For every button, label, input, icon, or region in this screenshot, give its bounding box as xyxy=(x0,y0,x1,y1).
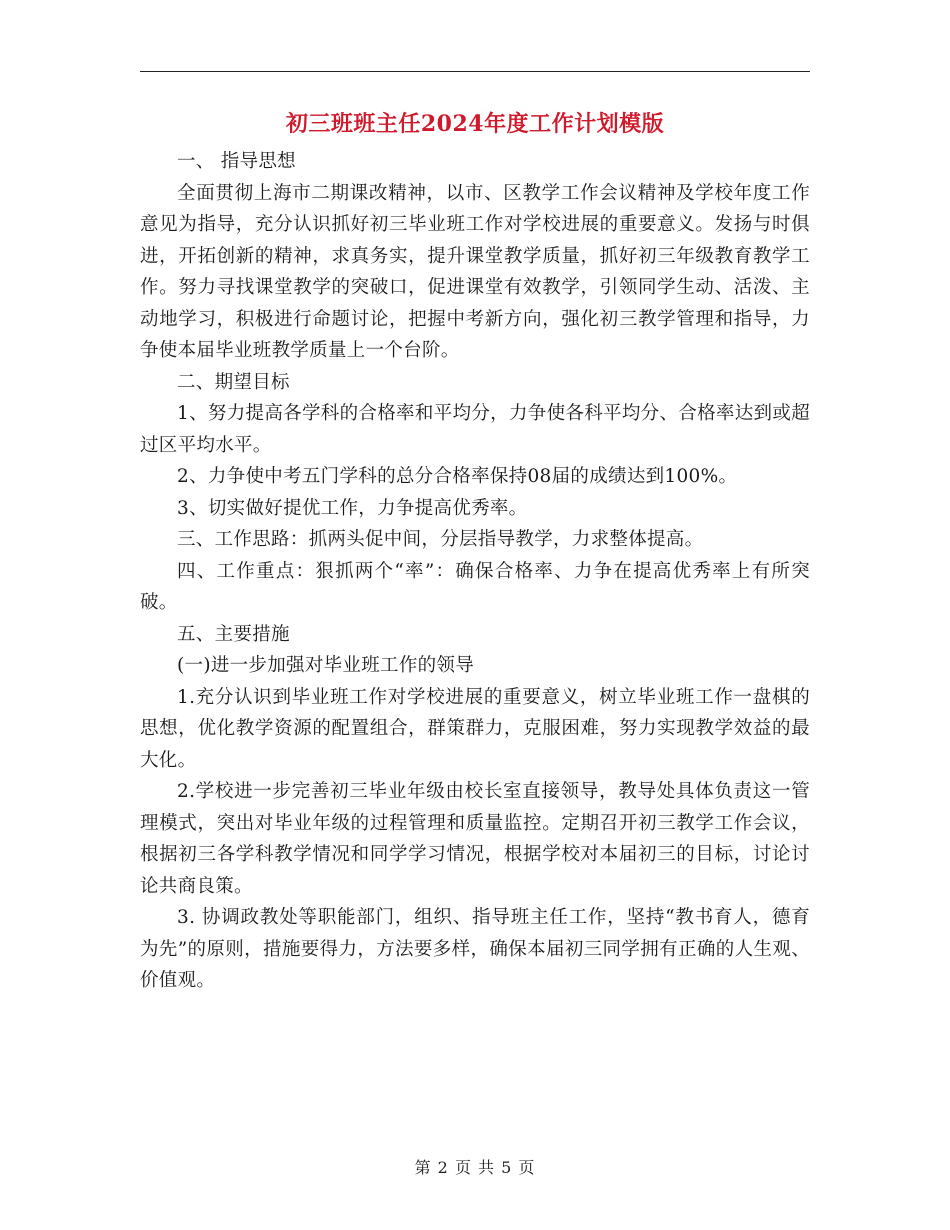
section-heading: 一、 指导思想 xyxy=(177,151,296,172)
paragraph: 2、力争使中考五门学科的总分合格率保持08届的成绩达到100%。 xyxy=(177,466,738,487)
header-rule xyxy=(140,71,810,72)
paragraph: 四、工作重点：狠抓两个“率”：确保合格率、力争在提高优秀率上有所突破。 xyxy=(140,560,810,613)
page-footer: 第 2 页 共 5 页 xyxy=(414,1158,536,1177)
paragraph: 全面贯彻上海市二期课改精神，以市、区教学工作会议精神及学校年度工作意见为指导，充分认识抓好初三毕业班工作对学校进展的重要意义。发扬与时俱进，开拓创新的精神，求真务实，提升课堂教学质量，抓好初三年级教育教学工作。努力寻找课堂教学的突破口，促进课堂有效教学，引领同学生动、活泼、主动地学习，积极进行命题讨论，把握中考新方向，强化初三教学管理和指导，力争使本届毕业班教学质量上一个台阶。 xyxy=(140,182,810,361)
paragraph: 3、切实做好提优工作，力争提高优秀率。 xyxy=(177,497,528,519)
paragraph: 1、努力提高各学科的合格率和平均分，力争使各科平均分、合格率达到或超过区平均水平。 xyxy=(140,403,810,456)
paragraph: 1.充分认识到毕业班工作对学校进展的重要意义，树立毕业班工作一盘棋的思想，优化教学资源的配置组合，群策群力，克服困难，努力实现教学效益的最大化。 xyxy=(140,686,810,771)
section-heading: 五、主要措施 xyxy=(177,623,290,645)
paragraph: 2.学校进一步完善初三毕业年级由校长室直接领导，教导处具体负责这一管理模式，突出对毕业年级的过程管理和质量监控。定期召开初三教学工作会议，根据初三各学科教学情况和同学学习情况，根据学校对本届初三的目标，讨论讨论共商良策。 xyxy=(140,781,810,897)
paragraph: 3. 协调政教处等职能部门，组织、指导班主任工作，坚持“教书育人，德育为先”的原则，措施要得力，方法要多样，确保本届初三同学拥有正确的人生观、价值观。 xyxy=(140,907,810,991)
section-heading: 二、期望目标 xyxy=(177,371,290,393)
document-body xyxy=(140,146,810,997)
subsection-heading: (一)进一步加强对毕业班工作的领导 xyxy=(177,655,475,676)
paragraph: 三、工作思路：抓两头促中间，分层指导教学，力求整体提高。 xyxy=(177,529,704,550)
document-title: 初三班班主任2024年度工作计划模版 xyxy=(285,111,665,137)
